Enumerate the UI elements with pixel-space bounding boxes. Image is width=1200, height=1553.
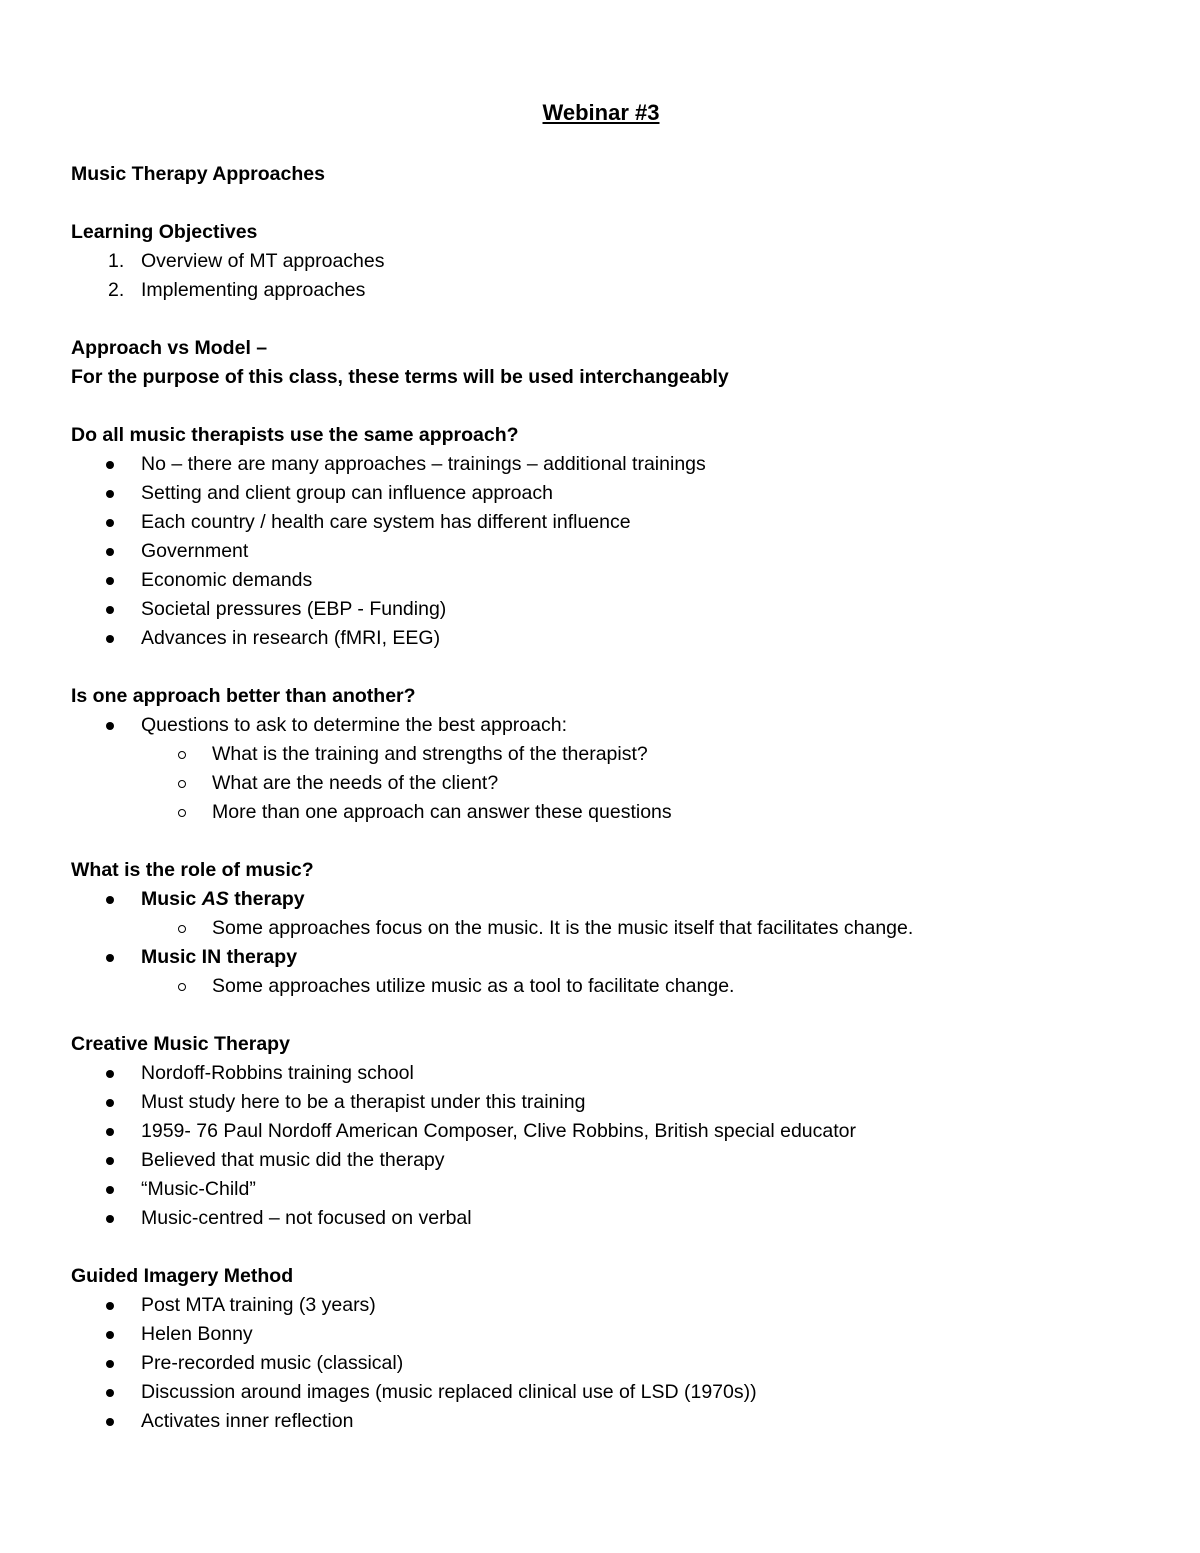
list-item xyxy=(71,1349,1131,1378)
sub-list-item xyxy=(71,740,1131,769)
list-item-text: Each country / health care system has different influence xyxy=(141,511,631,533)
list-item-text: “Music-Child” xyxy=(141,1178,256,1200)
list-item xyxy=(71,1320,1131,1349)
page-title: Webinar #3 xyxy=(542,100,660,125)
list-item-text: Activates inner reflection xyxy=(141,1410,354,1432)
list-item-text: Economic demands xyxy=(141,569,313,591)
bullet-icon xyxy=(106,1070,114,1078)
sub-list-item xyxy=(71,798,1131,827)
sub-list-item xyxy=(71,769,1131,798)
list-item-text: Government xyxy=(141,540,249,562)
list-item-text: Societal pressures (EBP - Funding) xyxy=(141,598,447,620)
list-item xyxy=(71,1378,1131,1407)
creative-heading: Creative Music Therapy xyxy=(71,1033,290,1055)
sub-list-item xyxy=(71,972,1131,1001)
approach-model-note: For the purpose of this class, these terms will be used interchangeably xyxy=(71,366,729,388)
list-item xyxy=(71,711,1131,740)
hollow-bullet-icon xyxy=(178,751,186,759)
list-number: 2. xyxy=(108,279,125,301)
hollow-bullet-icon xyxy=(178,809,186,817)
hollow-bullet-icon xyxy=(178,925,186,933)
bullet-icon xyxy=(106,1099,114,1107)
list-item xyxy=(71,1291,1131,1320)
list-item-text: Discussion around images (music replaced clinical use of LSD (1970s)) xyxy=(141,1381,757,1403)
list-item-text: Nordoff-Robbins training school xyxy=(141,1062,414,1084)
list-item-text: Setting and client group can influence approach xyxy=(141,482,553,504)
bullet-icon xyxy=(106,1186,114,1194)
list-item xyxy=(71,537,1131,566)
approach-model-heading: Approach vs Model – xyxy=(71,337,268,359)
list-item-text: Overview of MT approaches xyxy=(141,250,385,272)
guided-heading: Guided Imagery Method xyxy=(71,1265,294,1287)
list-item xyxy=(71,247,1131,276)
list-item-text: Helen Bonny xyxy=(141,1323,253,1345)
bullet-icon xyxy=(106,1128,114,1136)
bullet-icon xyxy=(106,1389,114,1397)
sub-list-item xyxy=(71,914,1131,943)
list-item-text: What are the needs of the client? xyxy=(212,772,499,794)
list-item-text: Some approaches focus on the music. It is the music itself that facilitates change. xyxy=(212,917,914,939)
bullet-icon xyxy=(106,1157,114,1165)
list-item-text: Believed that music did the therapy xyxy=(141,1149,445,1171)
list-item xyxy=(71,624,1131,653)
list-item-text: Implementing approaches xyxy=(141,279,366,301)
list-item xyxy=(71,479,1131,508)
list-item xyxy=(71,566,1131,595)
list-item xyxy=(71,595,1131,624)
list-item xyxy=(71,508,1131,537)
list-item-text: Advances in research (fMRI, EEG) xyxy=(141,627,441,649)
list-item xyxy=(71,885,1131,914)
bullet-icon xyxy=(106,1418,114,1426)
list-item xyxy=(71,1407,1131,1436)
bullet-icon xyxy=(106,635,114,643)
list-item-text: More than one approach can answer these questions xyxy=(212,801,672,823)
list-item xyxy=(71,1146,1131,1175)
list-item-text: No – there are many approaches – trainings – additional trainings xyxy=(141,453,706,475)
list-item-text: Must study here to be a therapist under this training xyxy=(141,1091,586,1113)
bullet-icon xyxy=(106,896,114,904)
objectives-heading: Learning Objectives xyxy=(71,221,258,243)
music-as-suffix: therapy xyxy=(228,888,305,910)
bullet-icon xyxy=(106,954,114,962)
list-item xyxy=(71,450,1131,479)
list-item-text: Questions to ask to determine the best approach: xyxy=(141,714,568,736)
bullet-icon xyxy=(106,1302,114,1310)
bullet-icon xyxy=(106,1331,114,1339)
same-approach-heading: Do all music therapists use the same approach? xyxy=(71,424,519,446)
hollow-bullet-icon xyxy=(178,780,186,788)
list-number: 1. xyxy=(108,250,125,272)
list-item xyxy=(71,276,1131,305)
bullet-icon xyxy=(106,461,114,469)
list-item xyxy=(71,1117,1131,1146)
list-item-text: What is the training and strengths of the therapist? xyxy=(212,743,648,765)
bullet-icon xyxy=(106,1360,114,1368)
document-subtitle: Music Therapy Approaches xyxy=(71,163,325,185)
bullet-icon xyxy=(106,519,114,527)
list-item-text: 1959- 76 Paul Nordoff American Composer, Clive Robbins, British special educator xyxy=(141,1120,857,1142)
bullet-icon xyxy=(106,722,114,730)
list-item xyxy=(71,1175,1131,1204)
document-body xyxy=(71,100,1131,1436)
music-as-word: AS xyxy=(201,888,229,910)
list-item xyxy=(71,1088,1131,1117)
music-as-prefix: Music xyxy=(141,888,202,910)
list-item-text: Music-centred – not focused on verbal xyxy=(141,1207,472,1229)
list-item-text: Post MTA training (3 years) xyxy=(141,1294,376,1316)
list-item xyxy=(71,1059,1131,1088)
better-approach-heading: Is one approach better than another? xyxy=(71,685,416,707)
hollow-bullet-icon xyxy=(178,983,186,991)
list-item-text: Some approaches utilize music as a tool to facilitate change. xyxy=(212,975,735,997)
role-of-music-heading: What is the role of music? xyxy=(71,859,314,881)
list-item xyxy=(71,943,1131,972)
bullet-icon xyxy=(106,548,114,556)
bullet-icon xyxy=(106,490,114,498)
bullet-icon xyxy=(106,1215,114,1223)
list-item-text: Music IN therapy xyxy=(141,946,298,968)
bullet-icon xyxy=(106,577,114,585)
list-item-text: Pre-recorded music (classical) xyxy=(141,1352,404,1374)
list-item xyxy=(71,1204,1131,1233)
bullet-icon xyxy=(106,606,114,614)
